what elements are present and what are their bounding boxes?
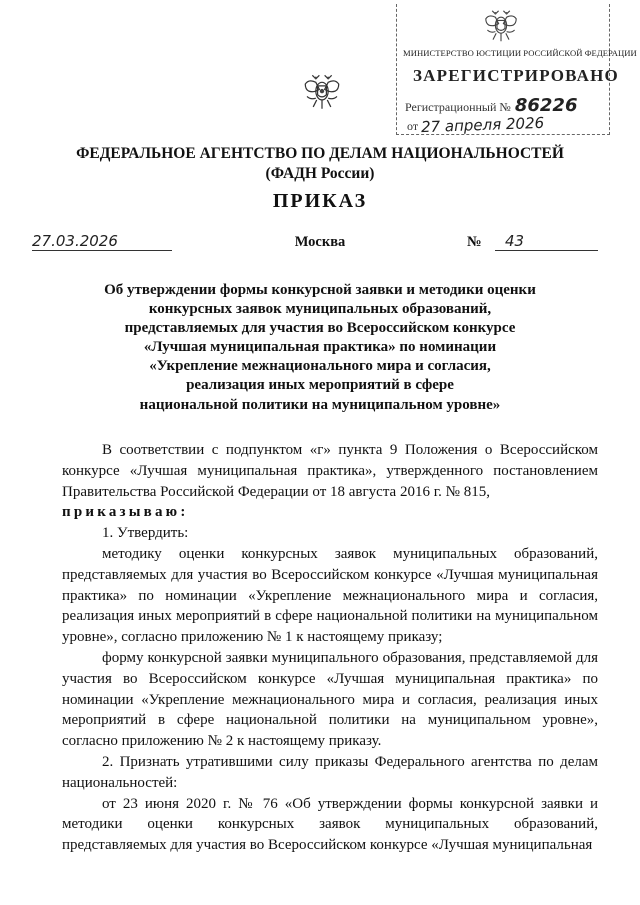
title-line: национальной политики на муниципальном уровне» (139, 396, 501, 413)
order-date-line (32, 234, 172, 251)
agency-line-1: ФЕДЕРАЛЬНОЕ АГЕНТСТВО ПО ДЕЛАМ НАЦИОНАЛЬНОСТЕЙ (76, 145, 564, 162)
stamp-status: ЗАРЕГИСТРИРОВАНО (413, 66, 619, 85)
stamp-ministry: МИНИСТЕРСТВО ЮСТИЦИИ РОССИЙСКОЙ ФЕДЕРАЦИИ (403, 48, 637, 58)
orders-word: приказываю: (62, 504, 189, 521)
title-line: представляемых для участия во Всероссийском конкурсе (124, 320, 516, 337)
stamp-date-value: 27 апреля 2026 (420, 113, 545, 137)
paragraph-preamble (62, 440, 598, 523)
order-number: 43 (505, 232, 525, 250)
preamble-text: В соответствии с подпунктом «г» пункта 9 Положения о Всероссийском конкурсе «Лучшая муниципальная практика», утвержденного постановлением Правительства Российской Федерации от 18 августа 2016 г. № 815, (62, 442, 598, 500)
paragraph-repealed-order: от 23 июня 2020 г. № 76 «Об утверждении формы конкурсной заявки и методики оценки конкурсных заявок муниципальных образований, представляемых для участия во Всероссийском конкурсе «Лучшая муниципальная (62, 795, 598, 854)
order-number-line (495, 234, 598, 251)
coat-of-arms-icon (481, 6, 521, 46)
paragraph-form: форму конкурсной заявки муниципального образования, представляемой для участия во Всероссийском конкурсе «Лучшая муниципальная практика» по номинации «Укрепление межнационального мира и согласия, реализация иных мероприятий в сфере национальной политики на муниципальном уровне», согласно приложению № 2 к настоящему приказу. (62, 649, 598, 750)
stamp-registration-number (405, 95, 577, 116)
order-date: 27.03.2026 (32, 232, 118, 250)
document-type: ПРИКАЗ (272, 190, 368, 212)
stamp-reg-label: Регистрационный № (405, 100, 511, 114)
agency-name (40, 144, 600, 184)
stamp-date-prefix: от (407, 119, 419, 133)
title-line: «Лучшая муниципальная практика» по номинации (143, 339, 497, 356)
stamp-reg-value: 86226 (514, 95, 578, 116)
order-place: Москва (294, 234, 346, 250)
coat-of-arms-icon (300, 70, 344, 114)
order-body (62, 440, 598, 856)
paragraph-item-1: 1. Утвердить: (102, 525, 189, 542)
title-line: реализация иных мероприятий в сфере (186, 377, 454, 394)
order-number-label: № (467, 234, 482, 250)
paragraph-item-2: 2. Признать утратившими силу приказы Федерального агентства по делам национальностей: (62, 753, 598, 791)
agency-line-2: (ФАДН России) (265, 165, 375, 182)
registration-stamp (396, 4, 637, 137)
title-line: конкурсных заявок муниципальных образований, (148, 301, 492, 318)
order-title (70, 281, 570, 415)
paragraph-methodology: методику оценки конкурсных заявок муниципальных образований, представляемых для участия во Всероссийском конкурсе «Лучшая муниципальная практика» по номинации «Укрепление межнационального мира и согласия, реализация иных мероприятий в сфере национальной политики на муниципальном уровне», согласно приложению № 1 к настоящему приказу; (62, 545, 598, 646)
title-line: «Укрепление межнационального мира и согласия, (149, 358, 491, 375)
stamp-date (407, 113, 545, 137)
title-line: Об утверждении формы конкурсной заявки и методики оценки (104, 282, 536, 298)
